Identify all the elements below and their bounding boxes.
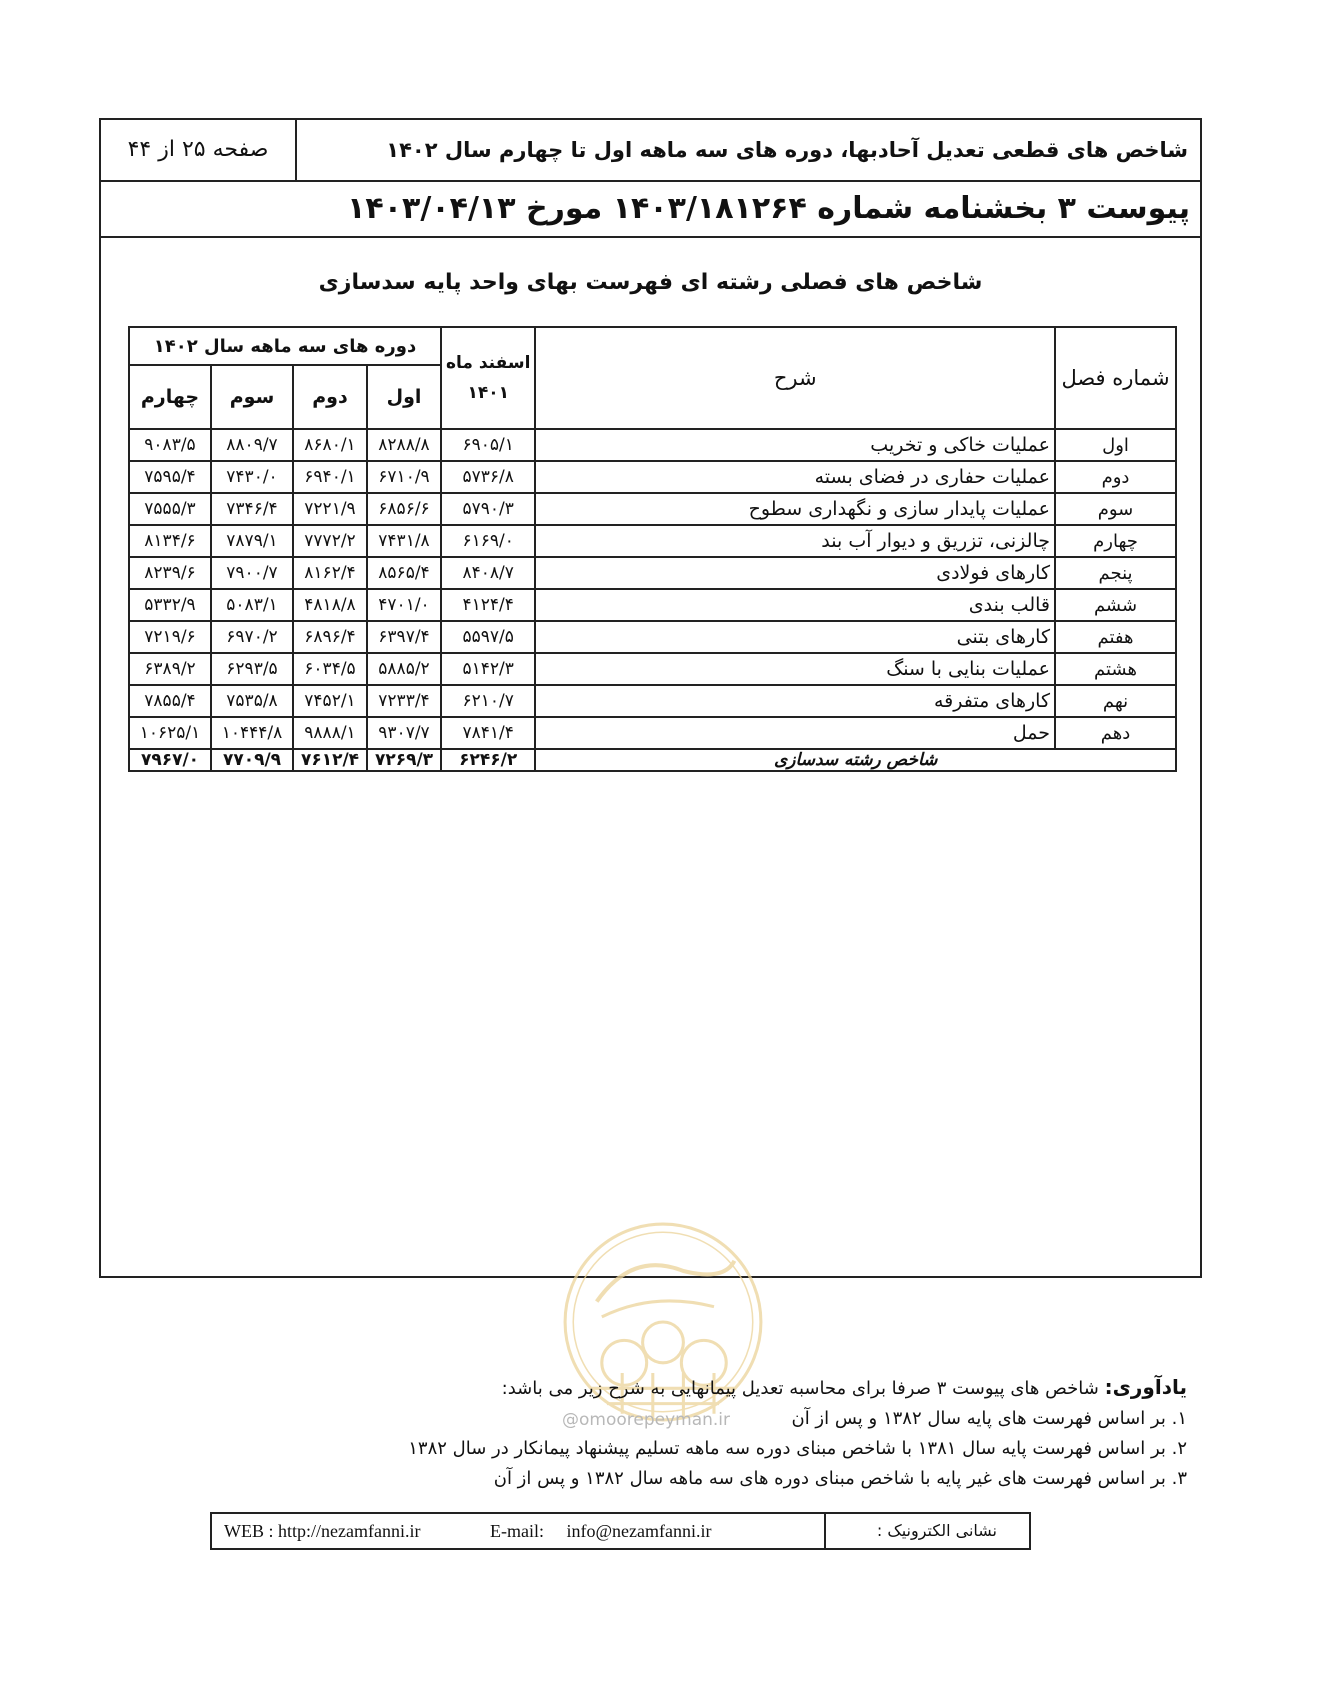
notes-lead-text: شاخص های پیوست ۳ صرفا برای محاسبه تعدیل پیمانهایی به شرح زیر می باشد: (501, 1378, 1105, 1399)
cell-q4: ۵۳۳۲/۹ (129, 589, 211, 621)
total-q3: ۷۷۰۹/۹ (211, 749, 293, 771)
cell-description: قالب بندی (535, 589, 1055, 621)
total-q4: ۷۹۶۷/۰ (129, 749, 211, 771)
cell-chapter: اول (1055, 429, 1176, 461)
cell-chapter: ششم (1055, 589, 1176, 621)
cell-q4: ۷۸۵۵/۴ (129, 685, 211, 717)
table-row (129, 493, 1176, 525)
cell-description: عملیات بنایی با سنگ (535, 653, 1055, 685)
cell-q1: ۵۸۸۵/۲ (367, 653, 441, 685)
cell-chapter: چهارم (1055, 525, 1176, 557)
table-row (129, 589, 1176, 621)
cell-description: کارهای متفرقه (535, 685, 1055, 717)
table-row (129, 653, 1176, 685)
table-row (129, 429, 1176, 461)
total-q1: ۷۲۶۹/۳ (367, 749, 441, 771)
note-item-1: ۱. بر اساس فهرست های پایه سال ۱۳۸۲ و پس از آن (791, 1408, 1187, 1429)
cell-q1: ۷۲۳۳/۴ (367, 685, 441, 717)
cell-chapter: هفتم (1055, 621, 1176, 653)
cell-q3: ۸۸۰۹/۷ (211, 429, 293, 461)
cell-q2: ۹۸۸۸/۱ (293, 717, 367, 749)
cell-q3: ۷۴۳۰/۰ (211, 461, 293, 493)
cell-description: کارهای بتنی (535, 621, 1055, 653)
cell-chapter: نهم (1055, 685, 1176, 717)
index-table (128, 326, 1177, 772)
cell-q1: ۶۸۵۶/۶ (367, 493, 441, 525)
cell-esfand: ۵۷۳۶/۸ (441, 461, 535, 493)
footer-label: نشانی الکترونیک : (824, 1514, 1029, 1548)
document-title: شاخص های قطعی تعدیل آحادبها، دوره های سه ماهه اول تا چهارم سال ۱۴۰۲ (386, 138, 1188, 162)
cell-esfand: ۵۷۹۰/۳ (441, 493, 535, 525)
notes-section (187, 1372, 1187, 1494)
notes-lead-label: یادآوری: (1104, 1375, 1187, 1399)
cell-q2: ۷۷۷۲/۲ (293, 525, 367, 557)
cell-chapter: پنجم (1055, 557, 1176, 589)
cell-q4: ۱۰۶۲۵/۱ (129, 717, 211, 749)
annex-title: پیوست ۳ بخشنامه شماره ۱۴۰۳/۱۸۱۲۶۴ مورخ ۱۴۰۳/۰۴/۱۳ (347, 191, 1190, 226)
cell-description: عملیات پایدار سازی و نگهداری سطوح (535, 493, 1055, 525)
cell-q4: ۷۵۵۵/۳ (129, 493, 211, 525)
total-esfand: ۶۲۴۶/۲ (441, 749, 535, 771)
cell-esfand: ۶۲۱۰/۷ (441, 685, 535, 717)
note-item-2: ۲. بر اساس فهرست پایه سال ۱۳۸۱ با شاخص مبنای دوره سه ماهه تسلیم پیشنهاد پیمانکار در سال ۱۳۸۲ (408, 1438, 1187, 1459)
note-item-3: ۳. بر اساس فهرست های غیر پایه با شاخص مبنای دوره های سه ماهه سال ۱۳۸۲ و پس از آن (493, 1468, 1187, 1489)
cell-esfand: ۵۱۴۲/۳ (441, 653, 535, 685)
cell-q3: ۶۹۷۰/۲ (211, 621, 293, 653)
page-number: صفحه ۲۵ از ۴۴ (101, 120, 297, 180)
header-q3: سوم (211, 365, 293, 429)
cell-description: چالزنی، تزریق و دیوار آب بند (535, 525, 1055, 557)
cell-description: حمل (535, 717, 1055, 749)
cell-q2: ۶۸۹۶/۴ (293, 621, 367, 653)
cell-q2: ۸۱۶۲/۴ (293, 557, 367, 589)
document-header (101, 120, 1200, 182)
header-chapter: شماره فصل (1055, 327, 1176, 429)
footer-web-link[interactable]: WEB : http://nezamfanni.ir (224, 1521, 421, 1541)
cell-q2: ۷۲۲۱/۹ (293, 493, 367, 525)
cell-q2: ۸۶۸۰/۱ (293, 429, 367, 461)
table-total-row (129, 749, 1176, 771)
table-header-row (129, 327, 1176, 365)
cell-chapter: دهم (1055, 717, 1176, 749)
cell-q4: ۸۱۳۴/۶ (129, 525, 211, 557)
cell-chapter: سوم (1055, 493, 1176, 525)
cell-description: کارهای فولادی (535, 557, 1055, 589)
cell-q4: ۷۲۱۹/۶ (129, 621, 211, 653)
cell-q4: ۷۵۹۵/۴ (129, 461, 211, 493)
notes-lead (187, 1372, 1187, 1404)
cell-q3: ۷۵۳۵/۸ (211, 685, 293, 717)
cell-esfand: ۵۵۹۷/۵ (441, 621, 535, 653)
cell-q3: ۷۳۴۶/۴ (211, 493, 293, 525)
cell-q1: ۷۴۳۱/۸ (367, 525, 441, 557)
watermark-site: @omoorepeyman.ir (562, 1410, 731, 1430)
header-description: شرح (535, 327, 1055, 429)
table-row (129, 557, 1176, 589)
cell-q1: ۴۷۰۱/۰ (367, 589, 441, 621)
header-q1: اول (367, 365, 441, 429)
cell-esfand: ۸۴۰۸/۷ (441, 557, 535, 589)
cell-q1: ۶۷۱۰/۹ (367, 461, 441, 493)
table-body (129, 429, 1176, 771)
table-row (129, 525, 1176, 557)
total-q2: ۷۶۱۲/۴ (293, 749, 367, 771)
cell-q1: ۸۲۸۸/۸ (367, 429, 441, 461)
cell-q3: ۱۰۴۴۴/۸ (211, 717, 293, 749)
total-label: شاخص رشته سدسازی (535, 749, 1176, 771)
cell-q1: ۶۳۹۷/۴ (367, 621, 441, 653)
footer-contact-box (210, 1512, 1031, 1550)
cell-esfand: ۴۱۲۴/۴ (441, 589, 535, 621)
cell-q4: ۸۲۳۹/۶ (129, 557, 211, 589)
cell-esfand: ۶۹۰۵/۱ (441, 429, 535, 461)
cell-q3: ۷۹۰۰/۷ (211, 557, 293, 589)
cell-description: عملیات خاکی و تخریب (535, 429, 1055, 461)
cell-q2: ۶۹۴۰/۱ (293, 461, 367, 493)
table-row (129, 621, 1176, 653)
header-esfand-year: ۱۴۰۱ (467, 383, 509, 403)
table-row (129, 461, 1176, 493)
table-row (129, 717, 1176, 749)
cell-q3: ۷۸۷۹/۱ (211, 525, 293, 557)
header-esfand-month: اسفند ماه (446, 353, 531, 373)
cell-q3: ۵۰۸۳/۱ (211, 589, 293, 621)
header-esfand (441, 327, 535, 429)
annex-header (101, 182, 1200, 238)
cell-esfand: ۷۸۴۱/۴ (441, 717, 535, 749)
cell-esfand: ۶۱۶۹/۰ (441, 525, 535, 557)
header-period-group: دوره های سه ماهه سال ۱۴۰۲ (129, 327, 441, 365)
cell-q4: ۹۰۸۳/۵ (129, 429, 211, 461)
header-q4: چهارم (129, 365, 211, 429)
page-frame (99, 118, 1202, 1278)
cell-q2: ۴۸۱۸/۸ (293, 589, 367, 621)
cell-q2: ۶۰۳۴/۵ (293, 653, 367, 685)
cell-q1: ۸۵۶۵/۴ (367, 557, 441, 589)
cell-chapter: دوم (1055, 461, 1176, 493)
table-row (129, 685, 1176, 717)
cell-chapter: هشتم (1055, 653, 1176, 685)
cell-q1: ۹۳۰۷/۷ (367, 717, 441, 749)
header-q2: دوم (293, 365, 367, 429)
footer-email-link[interactable]: E-mail: info@nezamfanni.ir (490, 1521, 712, 1541)
cell-q2: ۷۴۵۲/۱ (293, 685, 367, 717)
cell-description: عملیات حفاری در فضای بسته (535, 461, 1055, 493)
table-title: شاخص های فصلی رشته ای فهرست بهای واحد پایه سدسازی (318, 270, 983, 295)
cell-q4: ۶۳۸۹/۲ (129, 653, 211, 685)
cell-q3: ۶۲۹۳/۵ (211, 653, 293, 685)
